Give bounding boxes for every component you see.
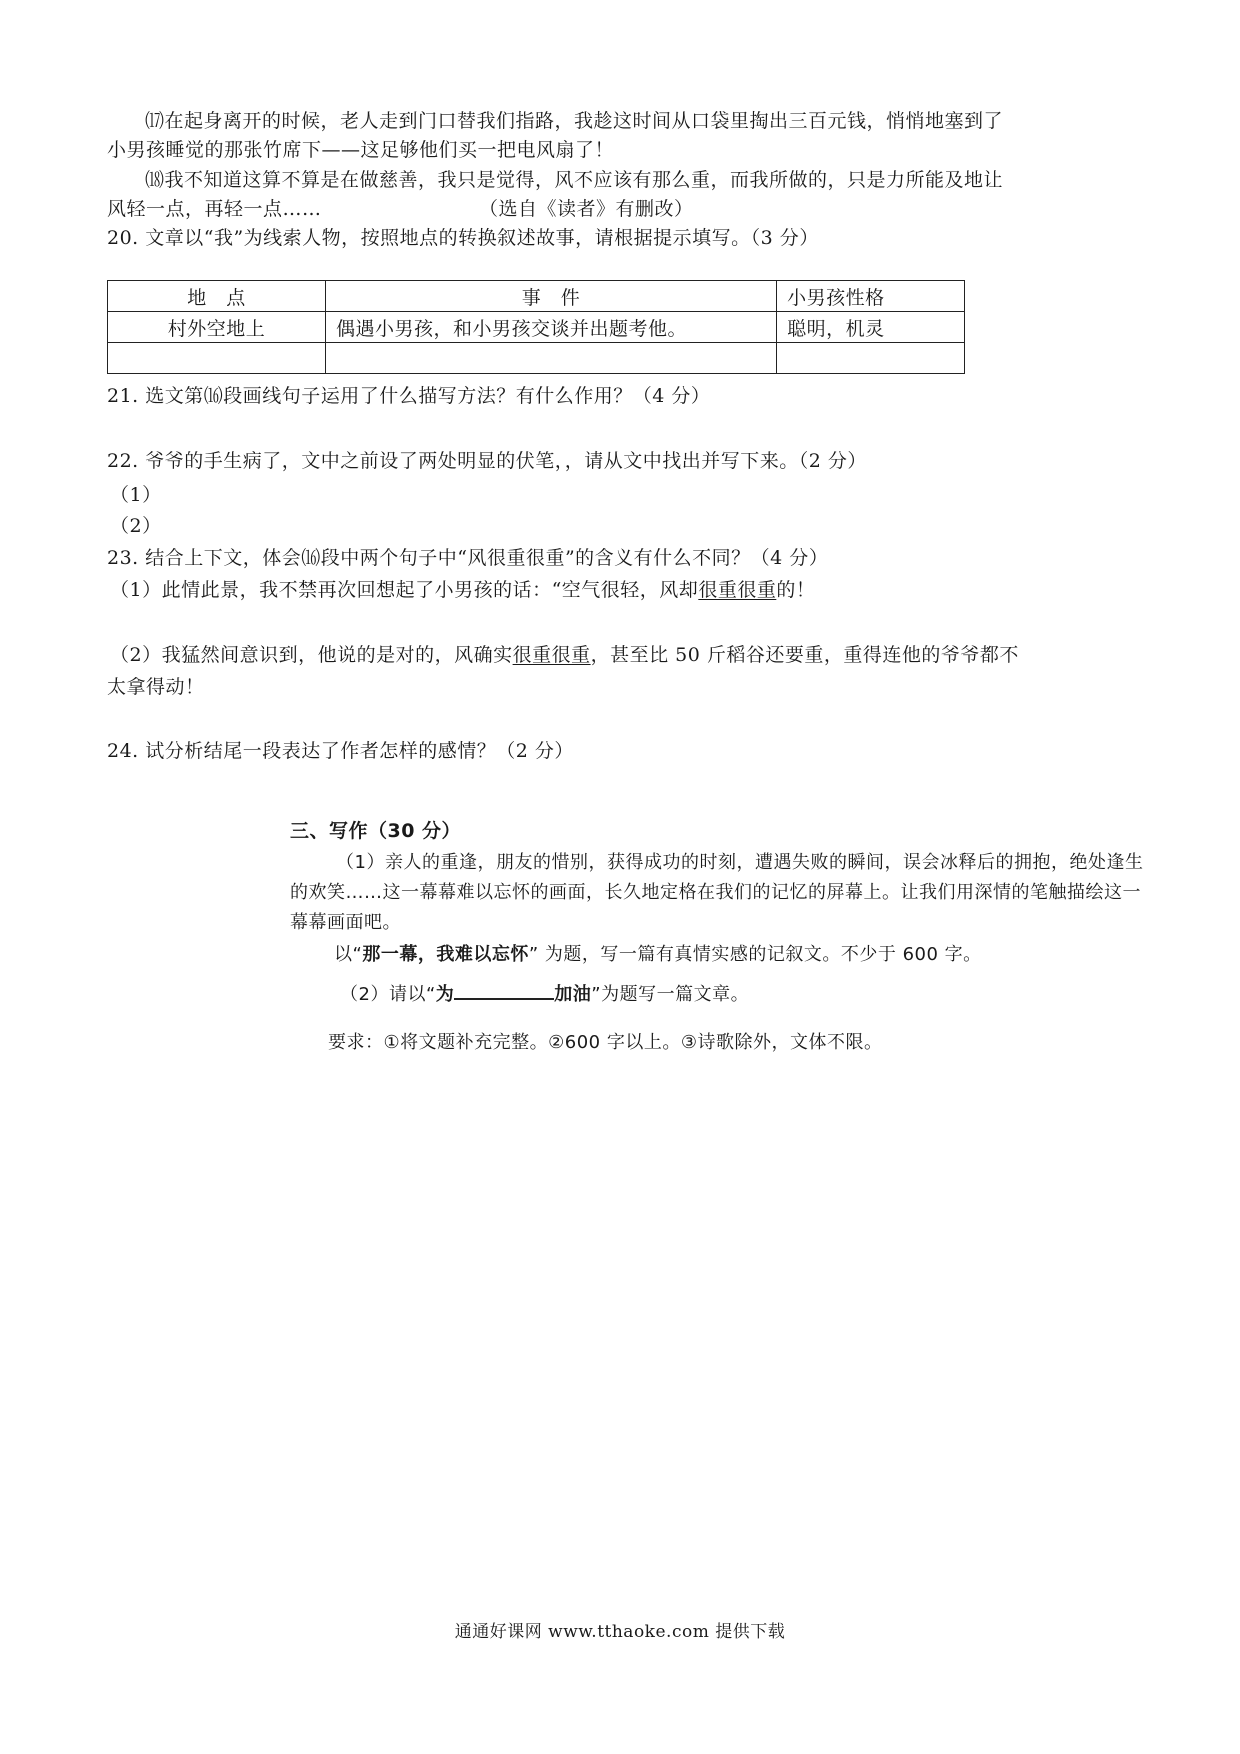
- blank-cell-event[interactable]: [326, 343, 777, 374]
- header-event: 事 件: [326, 281, 777, 312]
- table-row: [108, 312, 965, 343]
- topic-1-requirement: [334, 942, 982, 968]
- q20-fill-table: [107, 280, 965, 374]
- writing-requirements: 要求：①将文题补充完整。②600 字以上。③诗歌除外，文体不限。: [328, 1032, 883, 1053]
- q23-sentence-2-line-2: 太拿得动！: [107, 676, 205, 698]
- question-21-prompt: 21. 选文第⒃段画线句子运用了什么描写方法？有什么作用？（4 分）: [107, 385, 711, 407]
- header-boy-character: 小男孩性格: [777, 281, 965, 312]
- paragraph-17-line-1: ⒄在起身离开的时候，老人走到门口替我们指路，我趁这时间从口袋里掏出三百元钱，悄悄地塞到了: [145, 110, 1004, 132]
- topic-2-blank[interactable]: [454, 980, 554, 1000]
- t1-req-after: ” 为题，写一篇有真情实感的记叙文。不少于 600 字。: [528, 944, 982, 965]
- topic-1-line-2: 的欢笑……这一幕幕难以忘怀的画面，长久地定格在我们的记忆的屏幕上。让我们用深情的笔触描绘这一: [290, 882, 1141, 903]
- q22-item-1: （1）: [110, 484, 162, 506]
- blank-cell-location[interactable]: [108, 343, 326, 374]
- q23-sentence-1: [110, 577, 815, 603]
- table-row-blank: [108, 343, 965, 374]
- page-footer: 通通好课网 www.tthaoke.com 提供下载: [454, 1622, 786, 1642]
- paragraph-18-line-2: 风轻一点，再轻一点……: [107, 198, 322, 220]
- passage-source: （选自《读者》有删改）: [479, 198, 694, 220]
- cell-character: 聪明，机灵: [777, 312, 965, 343]
- blank-cell-character[interactable]: [777, 343, 965, 374]
- t1-req-before: 以“: [334, 944, 363, 965]
- q23-s1-text-before: （1）此情此景，我不禁再次回想起了小男孩的话：“空气很轻，风却: [110, 579, 699, 601]
- t2-wei: 为: [435, 984, 455, 1005]
- question-22-prompt: 22. 爷爷的手生病了，文中之前设了两处明显的伏笔，，请从文中找出并写下来。（2 分）: [107, 450, 867, 472]
- q22-item-2: （2）: [110, 515, 162, 537]
- t2-before: （2）请以“: [340, 984, 436, 1005]
- q23-s1-text-after: 的！: [776, 579, 816, 601]
- t1-req-title: 那一幕，我难以忘怀: [362, 944, 529, 965]
- cell-event: 偶遇小男孩，和小男孩交谈并出题考他。: [326, 312, 777, 343]
- paragraph-17-line-2: 小男孩睡觉的那张竹席下——这足够他们买一把电风扇了！: [107, 139, 615, 161]
- topic-1-line-1: （1）亲人的重逢，朋友的惜别，获得成功的时刻，遭遇失败的瞬间，误会冰释后的拥抱，绝处逢生: [336, 852, 1144, 873]
- table-header-row: [108, 281, 965, 312]
- question-20-prompt: 20. 文章以“我”为线索人物，按照地点的转换叙述故事，请根据提示填写。（3 分）: [107, 227, 819, 249]
- q23-s2-text-before: （2）我猛然间意识到，他说的是对的，风确实: [110, 644, 513, 666]
- cell-location: 村外空地上: [108, 312, 326, 343]
- question-24-prompt: 24. 试分析结尾一段表达了作者怎样的感情？（2 分）: [107, 740, 574, 762]
- q23-s1-underlined: 很重很重: [698, 579, 777, 601]
- topic-2: [340, 980, 749, 1008]
- q23-s2-text-after: ，甚至比 50 斤稻谷还要重，重得连他的爷爷都不: [590, 644, 1019, 666]
- writing-heading: 三、写作（30 分）: [290, 820, 462, 842]
- q23-sentence-2: [110, 642, 1019, 668]
- question-23-prompt: 23. 结合上下文，体会⒃段中两个句子中“风很重很重”的含义有什么不同？（4 分）: [107, 547, 829, 569]
- header-location: 地 点: [108, 281, 326, 312]
- t2-after: ”为题写一篇文章。: [591, 984, 750, 1005]
- paragraph-18-line-1: ⒅我不知道这算不算是在做慈善，我只是觉得，风不应该有那么重，而我所做的，只是力所能及地让: [145, 169, 1004, 191]
- topic-1-line-3: 幕幕画面吧。: [290, 912, 401, 933]
- t2-jiayou: 加油: [554, 984, 592, 1005]
- q23-s2-underlined: 很重很重: [512, 644, 591, 666]
